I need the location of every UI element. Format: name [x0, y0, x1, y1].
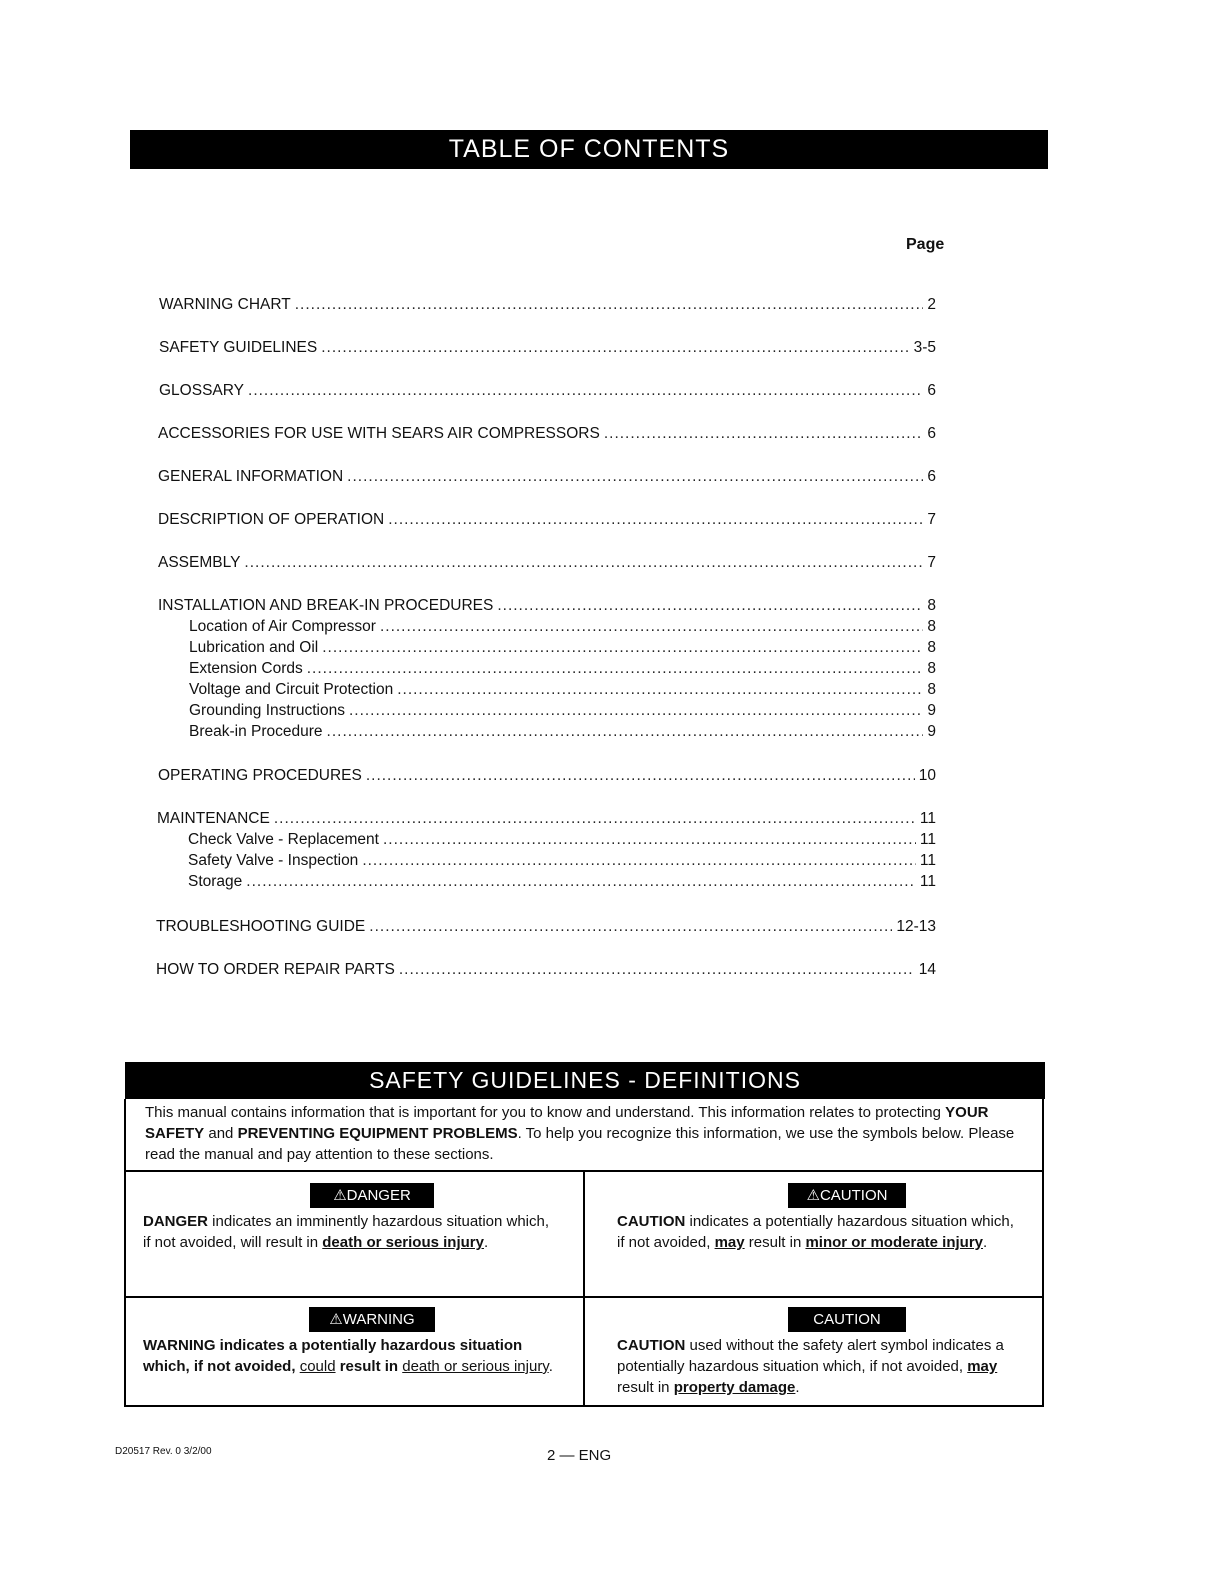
toc-entry-label: HOW TO ORDER REPAIR PARTS — [156, 961, 395, 978]
toc-entry-label: OPERATING PROCEDURES — [158, 767, 362, 784]
toc-entry-page: 8 — [927, 597, 936, 614]
toc-entry-page: 9 — [927, 723, 936, 740]
toc-entry-page: 8 — [927, 618, 936, 635]
toc-entry-label: Lubrication and Oil — [189, 639, 319, 656]
toc-entry[interactable] — [156, 918, 936, 936]
toc-subentry[interactable] — [189, 702, 936, 720]
toc-subentry[interactable] — [189, 723, 936, 741]
toc-entry-label: INSTALLATION AND BREAK-IN PROCEDURES — [158, 597, 494, 614]
toc-entry-page: 6 — [927, 382, 936, 399]
toc-entry-label: Safety Valve - Inspection — [188, 852, 359, 869]
toc-entry-page: 8 — [927, 639, 936, 656]
toc-subentry[interactable] — [188, 831, 936, 849]
toc-entry[interactable] — [158, 554, 936, 572]
toc-subentry[interactable] — [189, 660, 936, 678]
toc-subentry[interactable] — [188, 873, 936, 891]
toc-entry[interactable] — [157, 810, 936, 828]
toc-entry-label: ACCESSORIES FOR USE WITH SEARS AIR COMPRESSORS — [158, 425, 600, 442]
toc-entry-page: 9 — [927, 702, 936, 719]
toc-entry-label: Location of Air Compressor — [189, 618, 376, 635]
toc-entry-page: 11 — [919, 852, 936, 869]
toc-entry-label: ASSEMBLY — [158, 554, 241, 571]
toc-entry[interactable] — [159, 296, 936, 314]
toc-entry-label: SAFETY GUIDELINES — [159, 339, 318, 356]
danger-definition: DANGER indicates an imminently hazardous situation which, if not avoided, will result in death or serious injury. — [143, 1213, 550, 1251]
toc-entry-label: DESCRIPTION OF OPERATION — [158, 511, 385, 528]
toc-entry-page: 2 — [927, 296, 936, 313]
toc-entry-page: 8 — [927, 681, 936, 698]
toc-entry-page: 10 — [918, 767, 936, 784]
toc-entry[interactable] — [159, 339, 936, 357]
safety-title: SAFETY GUIDELINES - DEFINITIONS — [125, 1062, 1045, 1099]
toc-entry-page: 6 — [927, 468, 936, 485]
toc-entry-page: 11 — [919, 873, 936, 890]
toc-entry[interactable] — [158, 425, 936, 443]
toc-entry-page: 11 — [919, 831, 936, 848]
warning-badge: ⚠WARNING — [309, 1307, 435, 1332]
toc-entry-page: 14 — [918, 961, 936, 978]
document-id: D20517 Rev. 0 3/2/00 — [115, 1446, 212, 1457]
toc-entry-page: 3-5 — [913, 339, 936, 356]
toc-title: TABLE OF CONTENTS — [130, 130, 1048, 169]
page-column-header: Page — [906, 236, 945, 253]
toc-entry-label: TROUBLESHOOTING GUIDE — [156, 918, 366, 935]
toc-entry-page: 7 — [927, 554, 936, 571]
safety-intro: This manual contains information that is important for you to know and understand. This information relates to protecting YOUR SAFETY and PREVENTING EQUIPMENT PROBLEMS. To help you recognize this information, we use the symbols below. Please read the manual and pay attention to these sections. — [145, 1104, 1015, 1163]
toc-entry-label: MAINTENANCE — [157, 810, 270, 827]
caution-definition: CAUTION indicates a potentially hazardous situation which, if not avoided, may result in minor or moderate injury. — [617, 1213, 1014, 1251]
warning-definition: WARNING indicates a potentially hazardous situation which, if not avoided, could result in death or serious injury. — [143, 1337, 553, 1375]
caution-badge: ⚠CAUTION — [788, 1183, 906, 1208]
toc-entry-label: Extension Cords — [189, 660, 303, 677]
toc-entry[interactable] — [158, 468, 936, 486]
page-number: 2 — ENG — [547, 1447, 612, 1464]
toc-subentry[interactable] — [189, 639, 936, 657]
caution-no-symbol-definition: CAUTION used without the safety alert symbol indicates a potentially hazardous situation which, if not avoided, may result in property damage. — [617, 1337, 1004, 1396]
toc-entry-label: WARNING CHART — [159, 296, 291, 313]
toc-entry-label: Grounding Instructions — [189, 702, 345, 719]
toc-entry[interactable] — [158, 511, 936, 529]
toc-subentry[interactable] — [189, 618, 936, 636]
toc-entry[interactable] — [158, 767, 936, 785]
toc-entry-label: Voltage and Circuit Protection — [189, 681, 394, 698]
toc-subentry[interactable] — [188, 852, 936, 870]
toc-entry-label: GENERAL INFORMATION — [158, 468, 344, 485]
toc-entry-label: Break-in Procedure — [189, 723, 323, 740]
toc-entry-label: Check Valve - Replacement — [188, 831, 379, 848]
toc-entry[interactable] — [158, 597, 936, 615]
caution-no-symbol-badge: CAUTION — [788, 1307, 906, 1332]
divider — [583, 1170, 585, 1406]
toc-entry-label: GLOSSARY — [159, 382, 245, 399]
toc-entry-page: 8 — [927, 660, 936, 677]
toc-subentry[interactable] — [189, 681, 936, 699]
toc-entry[interactable] — [159, 382, 936, 400]
toc-entry-page: 7 — [927, 511, 936, 528]
danger-badge: ⚠DANGER — [310, 1183, 434, 1208]
toc-entry-page: 12-13 — [896, 918, 936, 935]
toc-entry[interactable] — [156, 961, 936, 979]
toc-entry-page: 11 — [919, 810, 936, 827]
toc-entry-label: Storage — [188, 873, 243, 890]
toc-entry-page: 6 — [927, 425, 936, 442]
